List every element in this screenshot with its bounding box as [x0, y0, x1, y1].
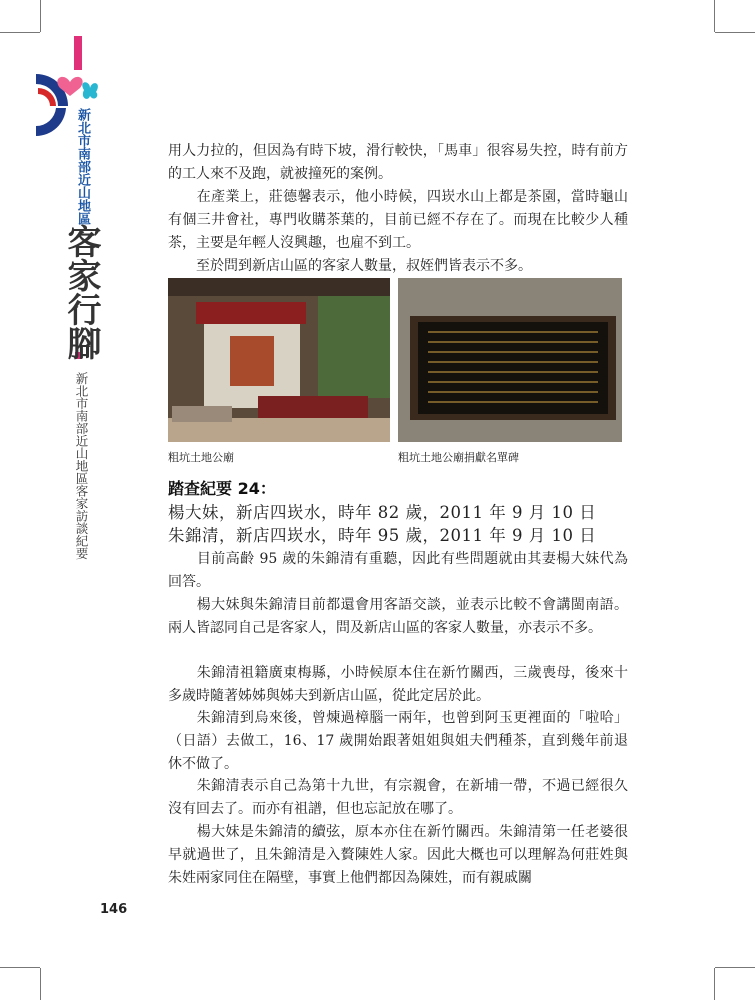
bench	[172, 406, 232, 422]
page-number: 146	[100, 902, 128, 917]
crop-mark	[715, 32, 755, 33]
paragraph: 朱錦清表示自己為第十九世，有宗親會，在新埔一帶，不過已經很久沒有回去了。而亦有祖譜，但也忘記放在哪了。	[168, 778, 628, 817]
plaque-face	[418, 322, 608, 414]
shrine-opening	[230, 336, 274, 386]
paragraph: 朱錦清到烏來後，曾煉過樟腦一兩年，也曾到阿玉更裡面的「啦哈」（日語）去做工，16、17 歲開始跟著姐姐與姐夫們種茶，直到幾年前退休不做了。	[168, 710, 628, 772]
series-title: 新北市南部近山地區	[75, 108, 90, 225]
interviewee-line: 楊大妹，新店四崁水，時年 82 歲，2011 年 9 月 10 日	[168, 503, 597, 522]
paragraph: 目前高齡 95 歲的朱錦清有重聽，因此有些問題就由其妻楊大妹代為回答。	[168, 551, 628, 590]
crop-mark	[715, 967, 755, 968]
paragraph: 朱錦清祖籍廣東梅縣，小時候原本住在新竹關西，三歲喪母，後來十多歲時隨著姊姊與姊夫到新店山區，從此定居於此。	[168, 665, 628, 704]
plaque-photo	[398, 278, 622, 442]
navy-lower-arc	[36, 108, 66, 136]
section-heading: 踏查紀要 24：	[168, 479, 276, 498]
calligraphy-title: 客家行腳	[61, 224, 101, 360]
crop-mark	[0, 967, 40, 968]
temple-photo	[168, 278, 390, 442]
photo-caption: 粗坑土地公廟捐獻名單碑	[398, 451, 519, 464]
interviewee-line: 朱錦清，新店四崁水，時年 95 歲，2011 年 9 月 10 日	[168, 526, 597, 545]
paragraph: 用人力拉的，但因為有時下坡，滑行較快，「馬車」很容易失控，時有前方的工人來不及跑，就被撞死的案例。	[168, 143, 628, 182]
pink-bar	[74, 36, 82, 70]
paragraph: 楊大妹是朱錦清的續弦，原本亦住在新竹關西。朱錦清第一任老婆很早就過世了，且朱錦清是入贅陳姓人家。因此大概也可以理解為何莊姓與朱姓兩家同住在隔壁，事實上他們都因為陳姓，而有親戚關	[168, 824, 628, 886]
plaque-image	[398, 278, 622, 442]
butterfly-icon	[82, 82, 98, 99]
paragraph: 至於問到新店山區的客家人數量，叔姪們皆表示不多。	[168, 258, 532, 274]
book-subtitle: 新北市南部近山地區客家訪談紀要	[74, 372, 89, 560]
paragraph: 在產業上，莊德馨表示，他小時候，四崁水山上都是茶園，當時龜山有個三井會社，專門收購茶葉的，目前已經不存在了。而現在比較少人種茶，主要是年輕人沒興趣，也雇不到工。	[168, 189, 628, 251]
crop-mark	[714, 0, 715, 32]
crop-mark	[40, 968, 41, 1000]
crop-mark	[40, 0, 41, 32]
crop-mark	[714, 968, 715, 1000]
shrine-roof	[196, 302, 306, 324]
temple-image	[168, 278, 390, 442]
paragraph: 楊大妹與朱錦清目前都還會用客語交談，並表示比較不會講閩南語。兩人皆認同自己是客家人，問及新店山區的客家人數量，亦表示不多。	[168, 597, 628, 636]
crop-mark	[0, 32, 40, 33]
series-logo-icon	[30, 36, 102, 136]
roof-beam	[168, 278, 390, 296]
photo-caption: 粗坑土地公廟	[168, 451, 234, 464]
